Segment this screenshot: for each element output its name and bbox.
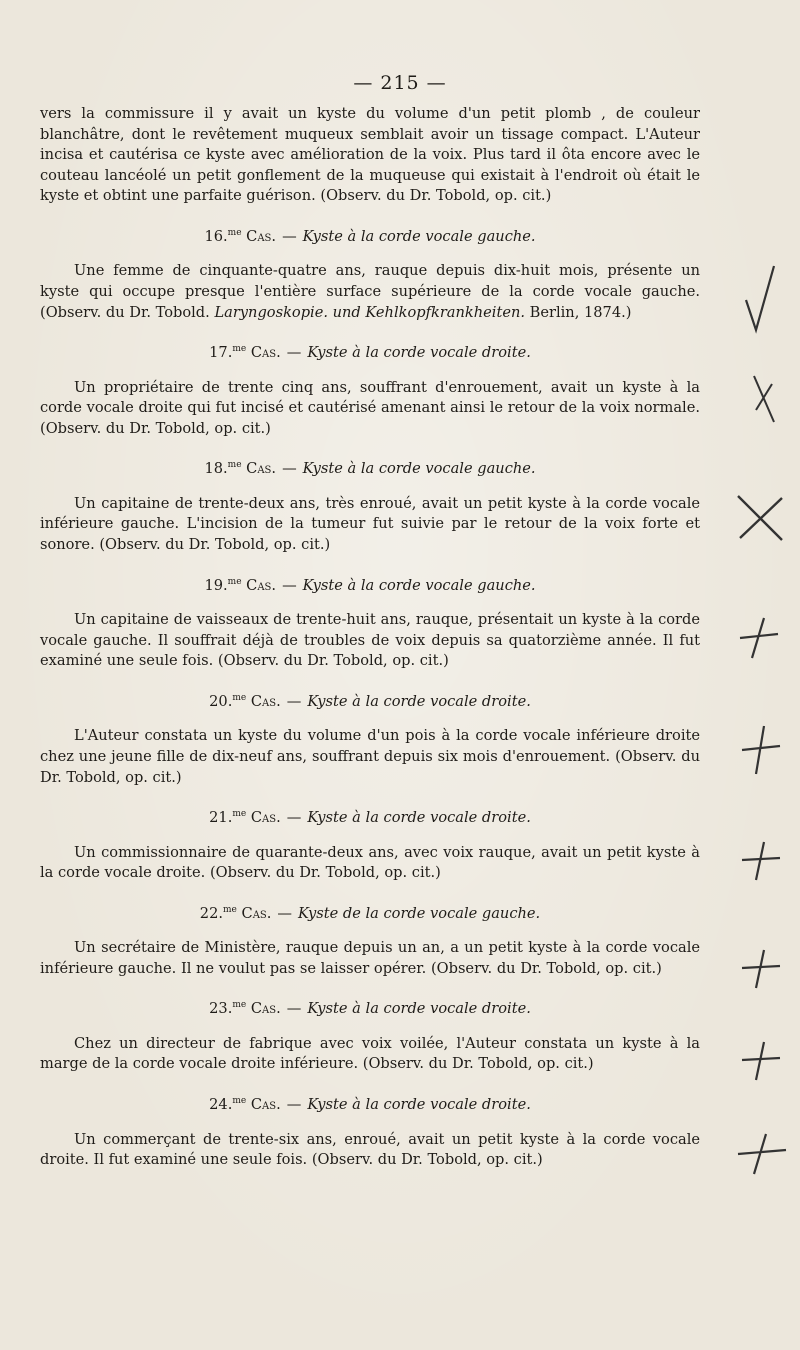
- case-number: 21.$^{me}$: [209, 809, 247, 826]
- case-dash: —: [286, 344, 302, 362]
- case-text: [40, 610, 700, 672]
- case-text-tail: Berlin, 1874.): [525, 303, 632, 321]
- case-label: Cas.: [241, 904, 272, 922]
- case-dash: —: [277, 904, 293, 922]
- case-number: 16.$^{me}$: [204, 227, 242, 245]
- handwritten-cross-mark-icon: [736, 944, 786, 994]
- paragraph-continuation: vers la commissure il y avait un kyste du volume d'un petit plomb , de couleur blanchâtre, dont le revêtement muqueux semblait avoir un tissage compact. L'Auteur incisa et cautérisa ce kyste avec amélioration de la voix. Plus tard il ôta encore avec le couteau lancéolé un petit gonflement de la muqueuse qui existait à l'endroit où était le kyste et obtint une parfaite guérison. (Observ. du Dr. Tobold, op. cit.): [40, 105, 700, 205]
- handwritten-cross-mark-icon: [736, 836, 786, 886]
- case-text: [40, 494, 700, 556]
- case-text-main: Un commissionnaire de quarante-deux ans, avec voix rauque, avait un petit kyste à la corde vocale droite. (Observ. du Dr. Tobold, op. cit.): [40, 843, 700, 882]
- case-number: 18.$^{me}$: [204, 460, 242, 478]
- case-label: Cas.: [246, 576, 277, 594]
- case-heading: [40, 223, 700, 247]
- case-text: [40, 938, 700, 979]
- case-dash: —: [282, 576, 297, 594]
- case-number: 20.$^{me}$: [209, 692, 247, 710]
- case-heading: [40, 572, 700, 596]
- case-dash: —: [286, 809, 302, 826]
- case-label: Cas.: [250, 1095, 281, 1113]
- case-title: Kyste à la corde vocale droite.: [307, 344, 531, 362]
- case-heading: [40, 455, 700, 479]
- handwritten-cross-mark-icon: [734, 612, 784, 662]
- case-text-main: Un commerçant de trente-six ans, enroué, avait un petit kyste à la corde vocale droite. Il fut examiné une seule fois. (Observ. du Dr. Tobold, op. cit.): [40, 1130, 700, 1169]
- case-number: 22.$^{me}$: [199, 904, 237, 922]
- case-title: Kyste de la corde vocale gauche.: [298, 904, 541, 922]
- case-heading: [40, 804, 700, 828]
- case-number: 17.$^{me}$: [209, 344, 247, 362]
- case-text: [40, 726, 700, 788]
- margin-annotations: [710, 0, 800, 1350]
- case-list: [40, 223, 700, 1171]
- case-number: 24.$^{me}$: [209, 1095, 247, 1113]
- case-title: Kyste à la corde vocale gauche.: [302, 227, 536, 245]
- case-label: Cas.: [250, 692, 281, 710]
- handwritten-cross-mark-icon: [734, 1130, 790, 1180]
- case-text: [40, 1130, 700, 1171]
- case-label: Cas.: [250, 1000, 281, 1018]
- case-heading: [40, 688, 700, 712]
- case-title: Kyste à la corde vocale droite.: [307, 1095, 531, 1113]
- case-text-main: Chez un directeur de fabrique avec voix voilée, l'Auteur constata un kyste à la marge de la corde vocale droite inférieure. (Observ. du Dr. Tobold, op. cit.): [40, 1034, 700, 1073]
- page-number: — 215 —: [353, 72, 447, 94]
- case-text: [40, 378, 700, 440]
- text-column: [40, 104, 700, 1171]
- case-title: Kyste à la corde vocale droite.: [307, 1000, 531, 1018]
- case-dash: —: [282, 460, 297, 478]
- case-title: Kyste à la corde vocale gauche.: [302, 576, 536, 594]
- case-title: Kyste à la corde vocale gauche.: [302, 460, 536, 478]
- case-dash: —: [286, 1000, 302, 1018]
- case-label: Cas.: [250, 344, 281, 362]
- case-dash: —: [282, 227, 297, 245]
- case-text-citation: Laryngoskopie. und Kehlkopfkrankheiten.: [214, 303, 525, 321]
- case-dash: —: [286, 692, 302, 710]
- case-text: [40, 1034, 700, 1075]
- case-heading: [40, 900, 700, 924]
- case-heading: [40, 995, 700, 1019]
- case-text-main: Un propriétaire de trente cinq ans, souffrant d'enrouement, avait un kyste à la corde vocale droite qui fut incisé et cautérisé amenant ainsi le retour de la voix normale. (Observ. du Dr. Tobold, op. cit.): [40, 378, 700, 437]
- case-dash: —: [286, 1095, 302, 1113]
- case-text-main: Un capitaine de trente-deux ans, très enroué, avait un petit kyste à la corde vocale inférieure gauche. L'incision de la tumeur fut suivie par le retour de la voix forte et sonore. (Observ. du Dr. Tobold, op. cit.): [40, 494, 700, 554]
- case-title: Kyste à la corde vocale droite.: [307, 692, 531, 710]
- case-number: 23.$^{me}$: [209, 1000, 247, 1018]
- case-text-main: Un secrétaire de Ministère, rauque depuis un an, a un petit kyste à la corde vocale inférieure gauche. Il ne voulut pas se laisser opérer. (Observ. du Dr. Tobold, op. cit.): [40, 939, 700, 977]
- case-text: [40, 843, 700, 884]
- case-heading: [40, 339, 700, 363]
- handwritten-cross-mark-icon: [746, 370, 782, 430]
- handwritten-check-mark-icon: [740, 260, 780, 340]
- case-label: Cas.: [246, 460, 277, 478]
- case-text-main: L'Auteur constata un kyste du volume d'un pois à la corde vocale inférieure droite chez une jeune fille de dix-neuf ans, souffrant depuis six mois d'enrouement. (Observ. du Dr. Tobold, op. cit.): [40, 727, 700, 786]
- case-label: Cas.: [250, 809, 281, 826]
- case-title: Kyste à la corde vocale droite.: [307, 809, 531, 826]
- case-heading: [40, 1091, 700, 1115]
- handwritten-cross-mark-icon: [736, 1036, 786, 1086]
- handwritten-cross-mark-icon: [732, 490, 788, 546]
- case-text-main: Une femme de cinquante-quatre ans, rauque depuis dix-huit mois, présente un kyste qui occupe presque l'entière surface supérieure de la corde vocale gauche. (Observ. du Dr. Tobold.: [40, 262, 700, 321]
- case-number: 19.$^{me}$: [204, 576, 242, 594]
- case-text-main: Un capitaine de vaisseaux de trente-huit ans, rauque, présentait un kyste à la corde vocale gauche. Il souffrait déjà de troubles de voix depuis sa quatorzième année. Il fut examiné une seule fois. (Observ. du Dr. Tobold, op. cit.): [40, 611, 700, 670]
- case-label: Cas.: [246, 227, 277, 245]
- case-text: [40, 261, 700, 323]
- handwritten-cross-mark-icon: [736, 720, 786, 780]
